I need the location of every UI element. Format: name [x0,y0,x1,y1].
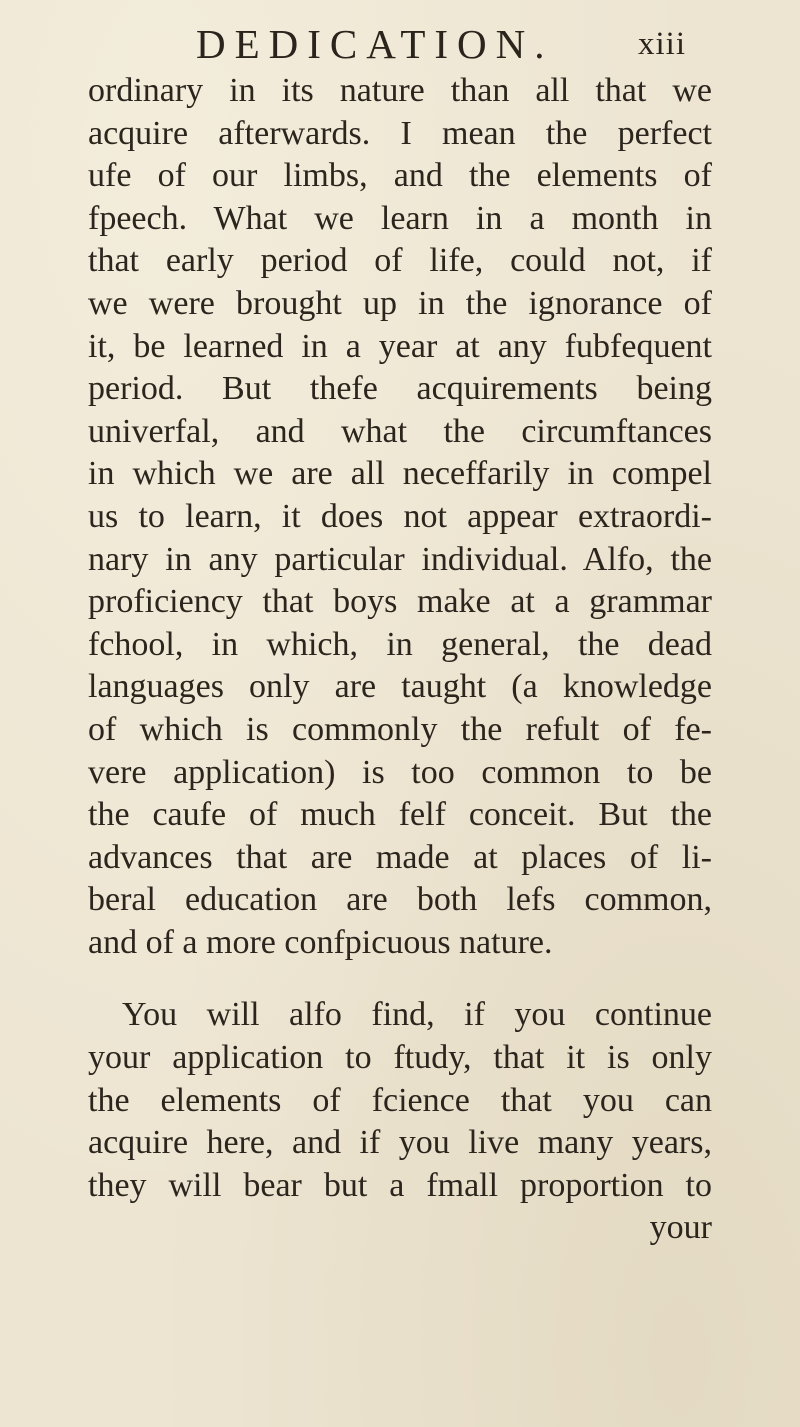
catchword: your [649,1209,712,1247]
paragraph [88,994,712,1207]
running-head [196,22,686,66]
text-line: acquire afterwards. I mean the perfect [88,114,712,152]
text-line: and of a more confpicuous nature. [88,923,553,961]
running-title: DEDICATION. [196,21,554,67]
paragraph [88,70,712,964]
text-line: we were brought up in the ignorance of [88,284,712,322]
text-line: the caufe of much felf conceit. But the [88,796,712,834]
text-line: proficiency that boys make at a grammar [88,583,712,621]
text-line: languages only are taught (a knowledge [88,668,712,706]
text-line: nary in any particular individual. Alfo, the [88,540,712,578]
paragraph-gap [88,964,712,994]
text-line: that early period of life, could not, if [88,242,712,280]
text-line: advances that are made at places of li- [88,838,712,876]
body-text [88,70,712,1250]
text-line: of which is commonly the refult of fe- [88,710,712,748]
text-line: they will bear but a fmall proportion to [88,1166,712,1204]
text-line: ordinary in its nature than all that we [88,72,712,109]
text-line: period. But thefe acquirements being [88,370,712,408]
text-line: You will alfo find, if you continue [122,996,712,1034]
text-line: beral education are both lefs common, [88,881,712,919]
text-line: your application to ftudy, that it is only [88,1039,712,1077]
text-line: ufe of our limbs, and the elements of [88,157,712,195]
text-line: it, be learned in a year at any fubfequent [88,327,712,365]
page-number: xiii [637,26,686,62]
text-line: the elements of fcience that you can [88,1081,712,1119]
text-line: us to learn, it does not appear extraordi- [88,497,712,535]
text-line: vere application) is too common to be [88,753,712,791]
text-line: univerfal, and what the circumftances [88,412,712,450]
text-line: in which we are all neceffarily in compel [88,455,712,493]
text-line: fpeech. What we learn in a month in [88,199,712,237]
text-line: acquire here, and if you live many years, [88,1124,712,1162]
text-line: fchool, in which, in general, the dead [88,625,712,663]
